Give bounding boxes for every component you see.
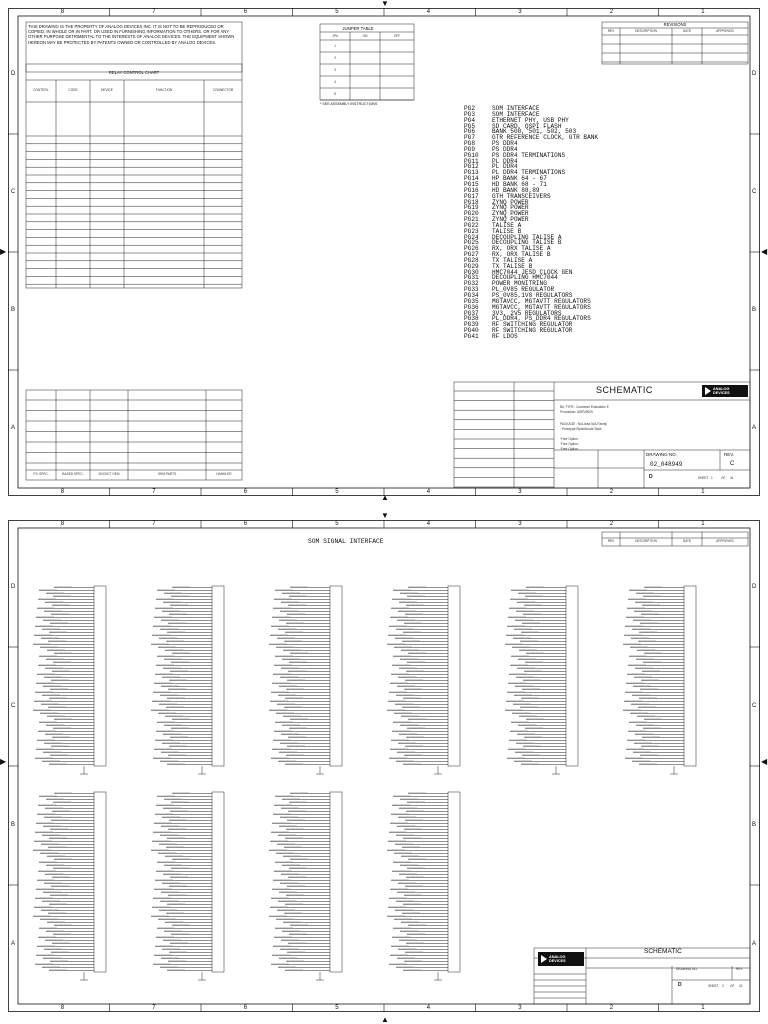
zone-number-top: 6 <box>243 521 248 527</box>
page-index-number: PG16 <box>464 186 479 194</box>
revisions-2-header: REV <box>607 539 615 543</box>
page-index-number: PG18 <box>464 198 479 206</box>
page-index-number: PG15 <box>464 180 479 188</box>
jumper-table-header: OFF <box>393 34 401 38</box>
connector-body <box>212 792 224 972</box>
revisions-2-header: APPROVED <box>716 539 734 543</box>
zone-number-bottom: 7 <box>152 489 156 495</box>
sheet-number: 1 <box>711 476 713 480</box>
page-index-title: DECOUPLING HMC7044 <box>492 274 558 282</box>
connector-symbol <box>387 792 460 980</box>
registration-arrow-right-2: ◀ <box>761 757 768 766</box>
page-index-title: PL DDR4 <box>492 163 518 171</box>
relay-chart-header: CONTROL <box>33 88 49 92</box>
connector-symbol <box>151 792 224 980</box>
page-index-number: PG9 <box>464 145 475 153</box>
page-index-number: PG20 <box>464 210 479 218</box>
page-index-title: GTH TRANSCEIVERS <box>492 192 551 200</box>
connector-body <box>684 586 696 766</box>
page-index-title: PS DDR4 <box>492 140 518 148</box>
zone-letter-left: D <box>11 583 16 590</box>
page-index-title: PS DDR4 <box>492 145 518 153</box>
zone-number-bottom: 8 <box>60 1005 65 1011</box>
jumper-table-header: JP# <box>332 34 338 38</box>
zone-number-top: 8 <box>60 9 65 15</box>
page-index-number: PG27 <box>464 251 479 259</box>
page-index-number: PG36 <box>464 303 479 311</box>
sheet-label: SHEET <box>698 476 709 480</box>
jumper-table-header: ON <box>362 34 368 38</box>
connector-body <box>448 792 460 972</box>
zone-number-top: 7 <box>152 521 156 527</box>
page-index-number: PG14 <box>464 175 479 183</box>
zone-letter-right: A <box>752 940 757 947</box>
zone-number-top: 5 <box>335 521 339 527</box>
revisions-header: DESCRIPTION <box>635 29 657 33</box>
relay-chart-header: FUNCTION <box>155 88 173 92</box>
ownership-notice: THIS DRAWING IS THE PROPERTY OF ANALOG DEVICES INC. IT IS NOT TO BE REPRODUCED OR COPIED, IN WHOLE OR IN PART, OR USED IN FURNISHING INFORMATION TO OTHERS, OR FOR ANY OTHER PURPOSE DETRIMENTAL TO THE INTERESTS OF ANALOG DEVICES. THE EQUIPMENT SHOWN HEREON MAY BE PROTECTED BY PATENTS OWNED OR CONTROLLED BY ANALOG DEVICES. <box>28 24 235 45</box>
bom-box <box>26 390 242 480</box>
page-index-title: ETHERNET PHY, USB PHY <box>492 116 569 124</box>
page-index-number: PG11 <box>464 157 479 165</box>
connector-body <box>448 586 460 766</box>
jumper-table-title: JUMPER TABLE <box>342 26 374 31</box>
zone-letter-right: D <box>752 583 757 590</box>
page-index-title: POWER MONITRING <box>492 280 547 288</box>
revisions-header: APPROVED <box>716 29 734 33</box>
zone-number-bottom: 6 <box>243 489 248 495</box>
page-index-title: RF LDOS <box>492 332 518 340</box>
page-index-title: DECOUPLING TALISE A <box>492 233 562 241</box>
page-index-number: PG26 <box>464 245 479 253</box>
page-index-title: ZYNQ POWER <box>492 216 529 224</box>
zone-letter-left: A <box>11 425 16 431</box>
adi-logo-triangle-icon <box>705 387 711 395</box>
rev-value: C <box>730 461 735 467</box>
zone-number-top: 1 <box>701 9 705 15</box>
zone-number-bottom: 5 <box>335 489 339 495</box>
revisions-2-header: DESCRIPTION <box>635 539 657 543</box>
page-index-number: PG3 <box>464 110 475 118</box>
page-index-title: RX, ORX TALISE A <box>492 245 551 253</box>
page-index-number: PG30 <box>464 268 479 276</box>
registration-arrow-left-2: ▶ <box>0 757 7 766</box>
connector-body <box>212 586 224 766</box>
page-index-title: HD BANK 68 - 71 <box>492 180 547 188</box>
jumper-table-note: * SEE ASSEMBLY INSTRUCTIONS <box>320 102 378 106</box>
page-index-number: PG6 <box>464 128 475 136</box>
rev-label-2: REV. <box>736 967 744 971</box>
page-index-title: PL_0V85 REGULATOR <box>492 286 555 294</box>
adi-logo-text: ANALOG DEVICES <box>713 387 730 395</box>
page-index-title: GTR REFERENCE CLOCK, GTR BANK <box>492 134 599 142</box>
page-index-number: PG8 <box>464 140 475 148</box>
page-index-title: PS DDR4 TERMINATIONS <box>492 151 566 159</box>
connector-body <box>94 586 106 766</box>
sheet-total: 41 <box>730 476 734 480</box>
registration-arrow-mid: ▲ <box>381 493 389 502</box>
drawing-no-label-2: DRAWING NO. <box>676 967 698 971</box>
connector-symbol <box>269 792 342 980</box>
bom-header: P.C.SPEC. <box>33 472 49 476</box>
page-index-title: MGTAVCC, MGTAVTT REGULATORS <box>492 303 591 311</box>
connector-symbol <box>33 586 106 774</box>
zone-number-bottom: 8 <box>60 489 65 495</box>
relay-chart-title: RELAY CONTROL CHART <box>108 70 160 75</box>
page-index-title: MGTAVCC, MGTAVTT REGULATORS <box>492 297 591 305</box>
revisions-header: DATE <box>682 29 692 33</box>
page-index-number: PG24 <box>464 233 479 241</box>
page-index-title: SD CARD, QSPI FLASH <box>492 122 562 130</box>
zone-letter-right: D <box>752 71 757 77</box>
registration-arrow-right: ◀ <box>761 247 768 256</box>
zone-number-bottom: 7 <box>152 1005 156 1011</box>
zone-letter-left: C <box>11 189 16 195</box>
page-index-title: 3V3, 2V5 REGULATORS <box>492 309 562 317</box>
title-block-field: BU TYPE : Customer Evaluation E <box>560 405 609 409</box>
sheet-label-2: SHEET <box>708 984 719 988</box>
zone-letter-left: D <box>11 71 16 77</box>
zone-number-top: 1 <box>701 521 705 527</box>
of-label: OF <box>721 476 726 480</box>
zone-number-top: 7 <box>152 9 156 15</box>
relay-chart-header: DEVICE <box>101 88 113 92</box>
zone-letter-right: C <box>752 702 757 709</box>
connector-symbol <box>505 586 578 774</box>
zone-number-top: 8 <box>60 521 65 527</box>
page-index-title: TALISE B <box>492 227 522 235</box>
zone-number-bottom: 5 <box>335 1005 339 1011</box>
zone-number-bottom: 1 <box>701 489 705 495</box>
registration-arrow-top: ▼ <box>381 0 389 8</box>
size-value-2: D <box>678 982 682 988</box>
page-index-number: PG25 <box>464 239 479 247</box>
zone-number-bottom: 4 <box>426 1005 431 1011</box>
zone-number-bottom: 6 <box>243 1005 248 1011</box>
zone-number-bottom: 4 <box>426 489 431 495</box>
zone-number-bottom: 3 <box>518 1005 522 1011</box>
zone-number-top: 2 <box>609 9 614 15</box>
page-index-number: PG40 <box>464 327 479 335</box>
page-index-title: TX TALISE A <box>492 256 533 264</box>
zone-number-bottom: 2 <box>609 489 614 495</box>
bom-header: HANDLER <box>216 472 232 476</box>
page-index-title: PL DDR4 TERMINATIONS <box>492 169 566 177</box>
size-value: D <box>649 474 653 480</box>
connector-symbol <box>33 792 106 980</box>
connector-body <box>566 586 578 766</box>
jumper-table-row-label: 4 <box>334 80 336 84</box>
registration-arrow-mid2: ▼ <box>381 511 389 520</box>
bom-header: SOCKET OEM <box>98 472 120 476</box>
zone-number-top: 5 <box>335 9 339 15</box>
connector-body <box>330 586 342 766</box>
page-index-number: PG21 <box>464 216 479 224</box>
page-index-title: RF SWITCHING REGULATOR <box>492 327 573 335</box>
page-index-number: PG4 <box>464 116 475 124</box>
connector-body <box>330 792 342 972</box>
sheet-1-frame <box>8 8 760 496</box>
bom-header: BASED SPEC. <box>62 472 84 476</box>
page-index-title: PL_DDR4, PS_DDR4 REGULATORS <box>492 315 591 323</box>
revisions-header: REV <box>607 29 615 33</box>
page-index-title: SOM INTERFACE <box>492 105 540 112</box>
registration-arrow-bottom: ▲ <box>381 1015 389 1024</box>
relay-chart-box <box>26 64 242 288</box>
relay-chart-header: CODE <box>68 88 78 92</box>
page-index-item <box>464 334 598 340</box>
jumper-table-row-label: 1 <box>334 44 336 48</box>
page-index-number: PG31 <box>464 274 479 282</box>
zone-number-bottom: 2 <box>609 1005 614 1011</box>
zone-number-top: 3 <box>518 9 522 15</box>
page-index-title: ZYNQ POWER <box>492 198 529 206</box>
page-index-number: PG7 <box>464 134 475 142</box>
page-index-title: HD BANK 88,89 <box>492 186 540 194</box>
page-index-number: PG13 <box>464 169 479 177</box>
zone-number-top: 2 <box>609 521 614 527</box>
page-index-title: RX, ORX TALISE B <box>492 251 551 259</box>
page-index-number: PG5 <box>464 122 475 130</box>
page-index-number: PG33 <box>464 286 479 294</box>
bom-header: OEM PARTS <box>157 472 177 476</box>
jumper-table-row-label: 3 <box>334 68 336 72</box>
page-index-number: PG39 <box>464 321 479 329</box>
page-index-number: PG41 <box>464 332 479 340</box>
title-block-field: :Free Option: <box>560 447 579 451</box>
page-index-number: PG29 <box>464 262 479 270</box>
page-index-title: DECOUPLING TALISE B <box>492 239 562 247</box>
zone-letter-left: B <box>11 307 16 313</box>
adi-logo-2 <box>538 952 584 966</box>
relay-chart-header: CONNECTOR <box>212 88 234 92</box>
sheet-2-frame <box>8 520 760 1012</box>
zone-letter-right: C <box>752 189 757 195</box>
page-index-title: HMC7044 JESD CLOCK GEN <box>492 268 573 276</box>
title-block-2-title: SCHEMATIC <box>644 948 682 955</box>
zone-letter-left: B <box>11 821 16 828</box>
zone-number-top: 6 <box>243 9 248 15</box>
zone-letter-right: B <box>752 821 757 828</box>
page-index-title: ZYNQ POWER <box>492 204 529 212</box>
page-index-number: PG34 <box>464 292 479 299</box>
zone-letter-left: C <box>11 702 16 709</box>
connector-symbol <box>151 586 224 774</box>
sheet-number-2: 2 <box>722 984 724 988</box>
title-block-field: Production: ADRV9009 <box>560 410 593 414</box>
zone-number-top: 4 <box>426 9 431 15</box>
zone-number-bottom: 1 <box>701 1005 705 1011</box>
page-index-number: PG37 <box>464 309 479 317</box>
zone-number-top: 4 <box>426 521 431 527</box>
page-index-list <box>464 106 598 340</box>
sheet-2-title: SOM SIGNAL INTERFACE <box>308 538 384 545</box>
page-index-number: PG38 <box>464 315 479 323</box>
adi-logo-2-text: ANALOG DEVICES <box>549 955 566 963</box>
connector-symbol <box>269 586 342 774</box>
connector-symbol <box>623 586 696 774</box>
page-index-number: PG35 <box>464 297 479 305</box>
page-index-title: TALISE A <box>492 221 522 229</box>
zone-letter-right: A <box>752 425 757 431</box>
schematic-sheet-1 <box>8 8 760 496</box>
revisions-title: REVISIONS <box>663 22 687 27</box>
title-block-field: :Free Option: <box>560 442 579 446</box>
page-index-number: PG19 <box>464 204 479 212</box>
page-index-number: PG12 <box>464 163 479 171</box>
page-index-title: HP BANK 64 - 67 <box>492 175 547 183</box>
page-index-number: PG23 <box>464 227 479 235</box>
zone-letter-right: B <box>752 307 757 313</box>
of-label-2: OF <box>730 984 735 988</box>
title-block-field: :Free Option: <box>560 437 579 441</box>
connector-symbol <box>387 586 460 774</box>
connector-body <box>94 792 106 972</box>
page-index-number: PG17 <box>464 192 479 200</box>
page-index-title: BANK 500, 501, 502, 503 <box>492 128 577 136</box>
drawing-no-label: DRAWING NO. <box>646 452 677 457</box>
page-index-number: PG10 <box>464 151 479 159</box>
page-index-title: PS_0V85,1V8 REGULATORS <box>492 292 573 299</box>
title-block-title: SCHEMATIC <box>596 385 653 395</box>
page-index-title: SOM INTERFACE <box>492 110 540 118</box>
title-block-field: PACKAGE : N/A-lead N/A-Family <box>560 422 607 426</box>
title-block-box <box>454 382 750 488</box>
drawing-number: 02_048949 <box>650 461 683 468</box>
sheet-total-2: 41 <box>739 984 743 988</box>
registration-arrow-left: ▶ <box>0 247 7 256</box>
page-index-title: PL DDR4 <box>492 157 518 165</box>
title-block-field: : Prototype.Style/Anode Style <box>560 427 602 431</box>
zone-letter-left: A <box>11 940 16 947</box>
zone-number-bottom: 3 <box>518 489 522 495</box>
page-index-title: ZYNQ POWER <box>492 210 529 218</box>
page-index-number: PG28 <box>464 256 479 264</box>
page-index-title: TX TALISE B <box>492 262 533 270</box>
schematic-sheet-2 <box>8 520 760 1012</box>
rev-label: REV. <box>724 452 735 457</box>
page-index-number: PG2 <box>464 105 475 112</box>
jumper-table-row-label: 2 <box>334 56 336 60</box>
jumper-table-row-label: 5 <box>334 92 336 96</box>
page-index-number: PG32 <box>464 280 479 288</box>
page-index-number: PG22 <box>464 221 479 229</box>
page-index-title: RF SWITCHING REGULATOR <box>492 321 573 329</box>
revisions-2-header: DATE <box>682 539 692 543</box>
zone-number-top: 3 <box>518 521 522 527</box>
adi-logo-2-triangle-icon <box>541 955 547 963</box>
adi-logo <box>702 385 748 397</box>
